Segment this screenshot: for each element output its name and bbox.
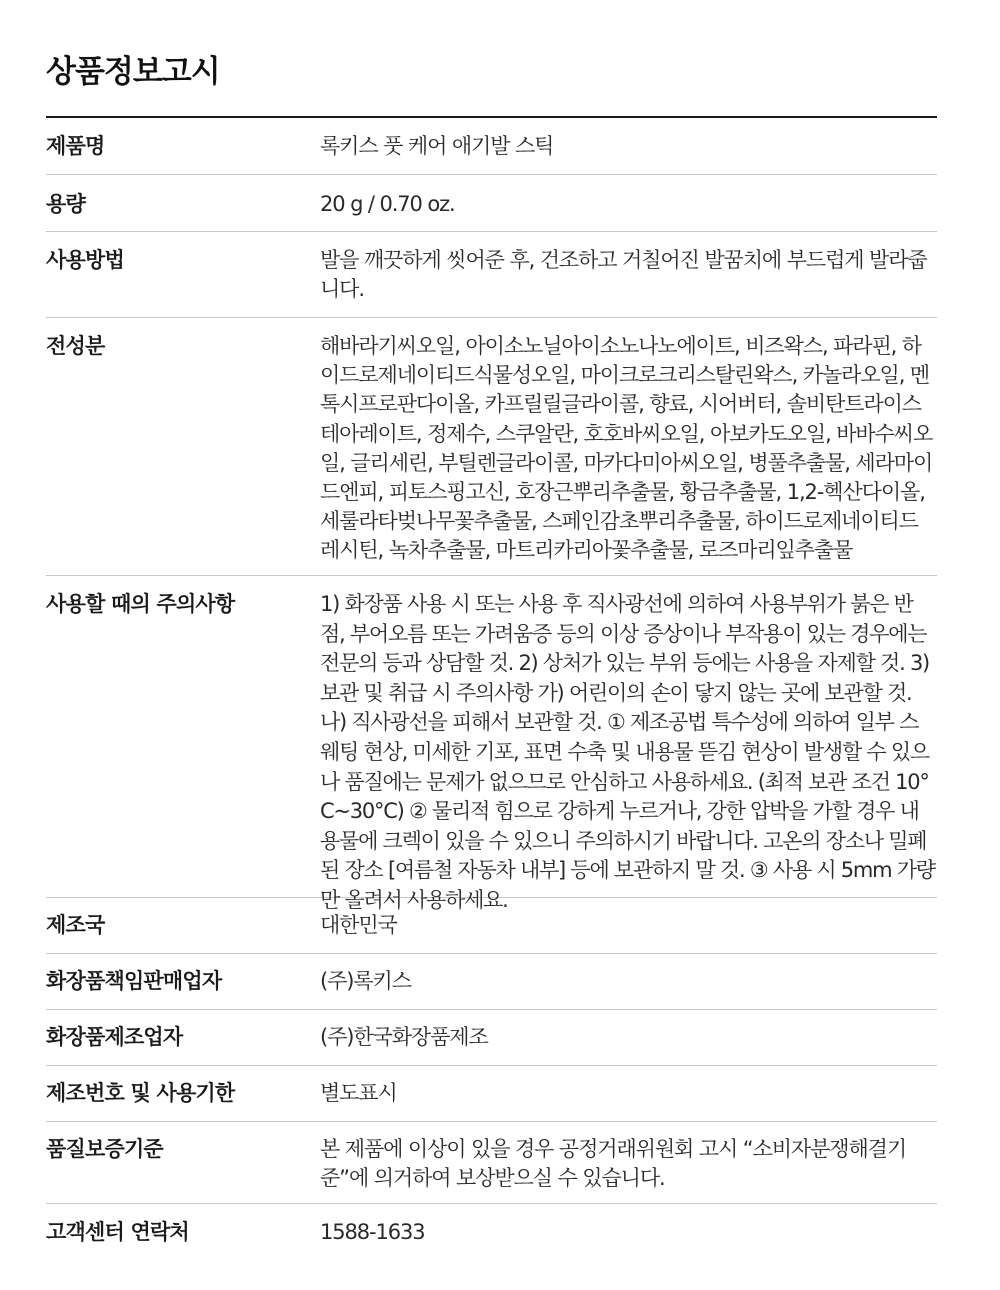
row-label: 제조번호 및 사용기한: [46, 1081, 235, 1105]
row-value: 록키스 풋 케어 애기발 스틱: [320, 134, 554, 158]
table-row-product-name: [46, 118, 937, 175]
row-value: 1588-1633: [320, 1220, 425, 1244]
table-row-usage: [46, 232, 937, 318]
table-row-distributor: [46, 954, 937, 1010]
row-value: (주)록키스: [320, 969, 411, 993]
row-value: 해바라기씨오일, 아이소노닐아이소노나노에이트, 비즈왁스, 파라핀, 하이드로제네이티드식물성오일, 마이크로크리스탈린왁스, 카놀라오일, 멘톡시프로판다이올, 카프릴릴글라이콜, 향료, 시어버터, 솔비탄트라이스테아레이트, 정제수, 스쿠알란, 호호바씨오일, 아보카도오일, 바바수씨오일, 글리세린, 부틸렌글라이콜, 마카다미아씨오일, 병풀추출물, 세라마이드엔피, 피토스핑고신, 호장근뿌리추출물, 황금추출물, 1,2-헥산다이올, 세룰라타벚나무꽃추출물, 스페인감초뿌리추출물, 하이드로제네이티드레시틴, 녹차추출물, 마트리카리아꽃추출물, 로즈마리잎추출물: [320, 334, 933, 563]
row-label: 화장품책임판매업자: [46, 969, 222, 993]
row-label: 품질보증기준: [46, 1137, 163, 1161]
row-label: 전성분: [46, 334, 105, 358]
row-label: 사용할 때의 주의사항: [46, 592, 235, 616]
row-value: 1) 화장품 사용 시 또는 사용 후 직사광선에 의하여 사용부위가 붉은 반점, 부어오름 또는 가려움증 등의 이상 증상이나 부작용이 있는 경우에는 전문의 등과 상담할 것. 2) 상처가 있는 부위 등에는 사용을 자제할 것. 3) 보관 및 취급 시 주의사항 가) 어린이의 손이 닿지 않는 곳에 보관할 것. 나) 직사광선을 피해서 보관할 것. ① 제조공법 특수성에 의하여 일부 스웨팅 현상, 미세한 기포, 표면 수축 및 내용물 뜯김 현상이 발생할 수 있으나 품질에는 문제가 없으므로 안심하고 사용하세요. (최적 보관 조건 10°C~30°C) ② 물리적 힘으로 강하게 누르거나, 강한 압박을 가할 경우 내용물에 크렉이 있을 수 있으니 주의하시기 바랍니다. 고온의 장소나 밀폐된 장소 [여름철 자동차 내부] 등에 보관하지 말 것. ③ 사용 시 5mm 가량만 올려서 사용하세요.: [320, 592, 935, 912]
table-row-manufacturer: [46, 1010, 937, 1066]
table-row-customer-center: [46, 1204, 937, 1260]
table-row-capacity: [46, 175, 937, 232]
table-row-ingredients: [46, 318, 937, 576]
info-table: [46, 118, 937, 1260]
page-title: 상품정보고시: [46, 54, 220, 90]
row-value: 별도표시: [320, 1081, 397, 1105]
row-label: 사용방법: [46, 248, 124, 272]
row-value: 대한민국: [320, 913, 397, 937]
row-value: 20 g / 0.70 oz.: [320, 192, 455, 216]
row-value: 본 제품에 이상이 있을 경우 공정거래위원회 고시 “소비자분쟁해결기준”에 의거하여 보상받으실 수 있습니다.: [320, 1137, 907, 1190]
table-row-precautions: [46, 576, 937, 912]
table-row-lot-expiry: [46, 1066, 937, 1122]
row-label: 제조국: [46, 913, 105, 937]
row-label: 고객센터 연락처: [46, 1220, 189, 1244]
table-row-quality-guarantee: [46, 1122, 937, 1204]
row-label: 화장품제조업자: [46, 1025, 183, 1049]
row-value: 발을 깨끗하게 씻어준 후, 건조하고 거칠어진 발꿈치에 부드럽게 발라줍니다.: [320, 248, 927, 301]
row-label: 제품명: [46, 134, 105, 158]
row-label: 용량: [46, 192, 85, 216]
row-value: (주)한국화장품제조: [320, 1025, 488, 1049]
